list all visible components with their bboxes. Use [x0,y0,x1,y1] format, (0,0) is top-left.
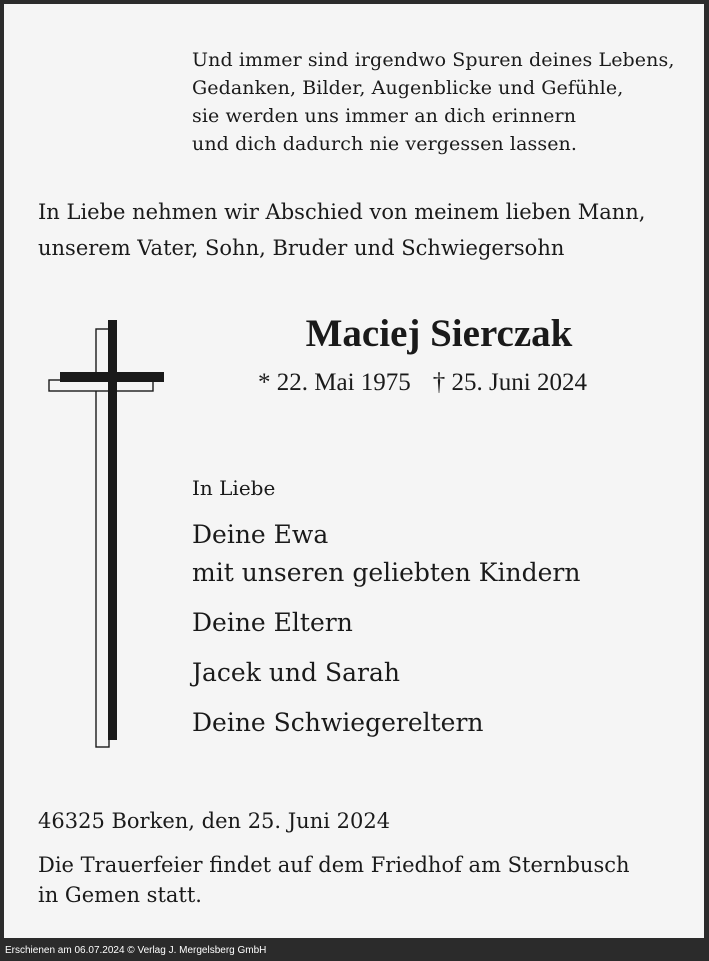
life-dates [258,368,587,398]
intro-text [38,194,645,266]
mourners-heading: In Liebe [192,476,276,500]
mourners-list [192,516,580,754]
poem-line: sie werden uns immer an dich erinnern [192,105,577,127]
poem-line: Gedanken, Bilder, Augenblicke und Gefühle, [192,77,624,99]
obituary-card [4,4,704,938]
intro-line: In Liebe nehmen wir Abschied von meinem lieben Mann, [38,200,646,224]
poem [192,46,674,158]
service-line: Die Trauerfeier findet auf dem Friedhof am Sternbusch [38,853,630,877]
mourner-entry [192,604,580,642]
poem-line: und dich dadurch nie vergessen lassen. [192,133,578,155]
mourner-line: Jacek und Sarah [192,658,400,687]
mourner-entry [192,704,580,742]
mourner-line: mit unseren geliebten Kindern [192,558,581,587]
intro-line: unserem Vater, Sohn, Bruder und Schwiegersohn [38,236,565,260]
mourner-entry [192,654,580,692]
mourner-line: Deine Schwiegereltern [192,708,484,737]
service-line: in Gemen statt. [38,883,202,907]
death-date: † 25. Juni 2024 [432,369,587,396]
service-info [38,850,630,910]
birth-date: * 22. Mai 1975 [258,369,411,396]
deceased-name: Maciej Sierczak [305,312,573,355]
mourner-line: Deine Ewa [192,520,329,549]
mourner-entry [192,516,580,592]
publication-footer: Erschienen am 06.07.2024 © Verlag J. Mergelsberg GmbH [5,945,267,956]
poem-line: Und immer sind irgendwo Spuren deines Lebens, [192,49,675,71]
mourner-line: Deine Eltern [192,608,353,637]
place-date: 46325 Borken, den 25. Juni 2024 [38,809,391,833]
cross-icon [44,314,164,754]
